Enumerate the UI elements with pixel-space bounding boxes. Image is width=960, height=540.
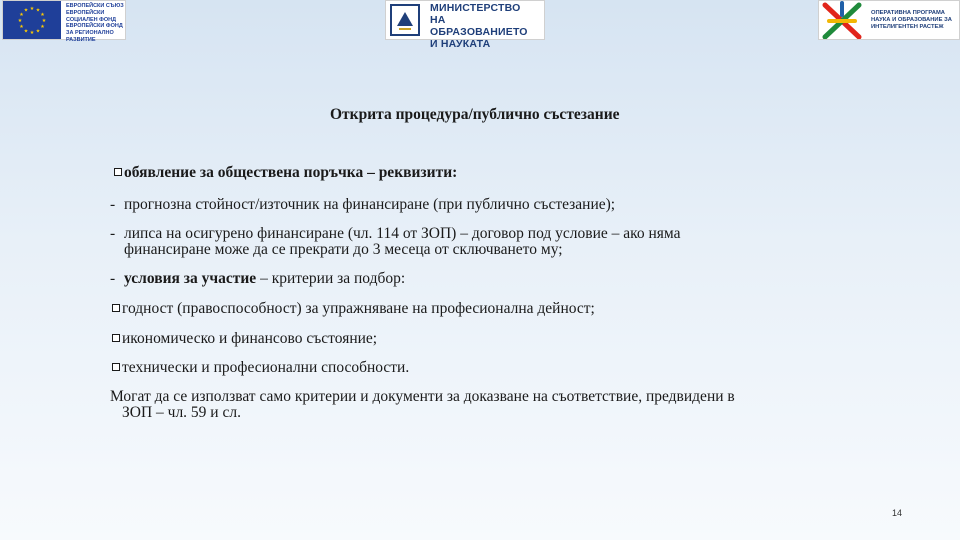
program-logo	[818, 0, 960, 40]
ministry-line-1: МИНИСТЕРСТВО	[430, 2, 521, 14]
sub-item-3	[112, 359, 409, 376]
svg-text:★: ★	[17, 18, 23, 24]
list-item-1	[110, 196, 615, 213]
sub-item-2-text: икономическо и финансово състояние;	[122, 330, 378, 347]
svg-text:★: ★	[19, 24, 24, 30]
list-item-1-text: прогнозна стойност/източник на финансиране (при публично състезание);	[124, 196, 616, 213]
svg-text:★: ★	[41, 18, 47, 24]
svg-text:★: ★	[29, 30, 35, 36]
square-bullet-icon	[112, 363, 120, 371]
sub-item-2	[112, 330, 377, 347]
sub-item-3-text: технически и професионални способности.	[122, 359, 410, 376]
ministry-logo	[385, 0, 545, 50]
ministry-line-3: И НАУКАТА	[430, 38, 491, 50]
heading-text: обявление за обществена поръчка – реквизити:	[124, 164, 458, 181]
svg-text:★: ★	[23, 28, 29, 35]
dash-bullet: -	[110, 270, 116, 287]
svg-text:★: ★	[35, 28, 41, 35]
ministry-logo-text	[430, 2, 544, 50]
square-bullet-icon	[114, 168, 122, 176]
svg-text:★: ★	[40, 12, 45, 18]
svg-text:★: ★	[35, 7, 41, 14]
program-mark-icon	[821, 1, 863, 40]
program-logo-text	[871, 10, 952, 31]
note-line-2: ЗОП – чл. 59 и сл.	[122, 404, 241, 421]
dash-bullet: -	[110, 225, 116, 242]
slide-title: Открита процедура/публично състезание	[330, 106, 620, 123]
list-item-3-rest: – критерии за подбор:	[256, 270, 406, 287]
svg-text:★: ★	[19, 12, 24, 18]
sub-item-1-text: годност (правоспособност) за упражняване на професионална дейност;	[122, 300, 595, 317]
sub-item-1	[112, 300, 595, 317]
ministry-line-2: НА ОБРАЗОВАНИЕТО	[430, 14, 528, 38]
svg-text:★: ★	[29, 6, 35, 12]
eu-logo-text: ЕВРОПЕЙСКИ СЪЮЗ ЕВРОПЕЙСКИ СОЦИАЛЕН ФОНД ЕВРОПЕЙСКИ ФОНД ЗА РЕГИОНАЛНО РАЗВИТИЕ	[66, 3, 124, 43]
list-item-2	[110, 225, 681, 242]
square-bullet-icon	[112, 304, 120, 312]
list-item-2-cont: финансиране може да се прекрати до 3 месеца от сключването му;	[124, 241, 563, 258]
page-number: 14	[892, 508, 903, 518]
logo-bar	[0, 0, 960, 50]
program-line-2: НАУКА И ОБРАЗОВАНИЕ ЗА	[871, 17, 952, 23]
program-line-1: ОПЕРАТИВНА ПРОГРАМА	[871, 10, 945, 16]
ministry-emblem-icon	[390, 4, 420, 36]
eu-flag-icon	[3, 1, 61, 39]
program-line-3: ИНТЕЛИГЕНТЕН РАСТЕЖ	[871, 24, 944, 30]
svg-text:★: ★	[23, 7, 29, 14]
note-line-1: Могат да се използват само критерии и документи за доказване на съответствие, предвидени в	[110, 388, 735, 405]
dash-bullet: -	[110, 196, 116, 213]
svg-text:★: ★	[40, 24, 45, 30]
list-item-2-line-1: липса на осигурено финансиране (чл. 114 от ЗОП) – договор под условие – ако няма	[124, 225, 681, 242]
list-item-3	[110, 270, 405, 287]
list-item-3-bold: условия за участие	[124, 270, 257, 287]
eu-logo	[2, 0, 126, 43]
heading-item	[114, 164, 457, 181]
square-bullet-icon	[112, 334, 120, 342]
